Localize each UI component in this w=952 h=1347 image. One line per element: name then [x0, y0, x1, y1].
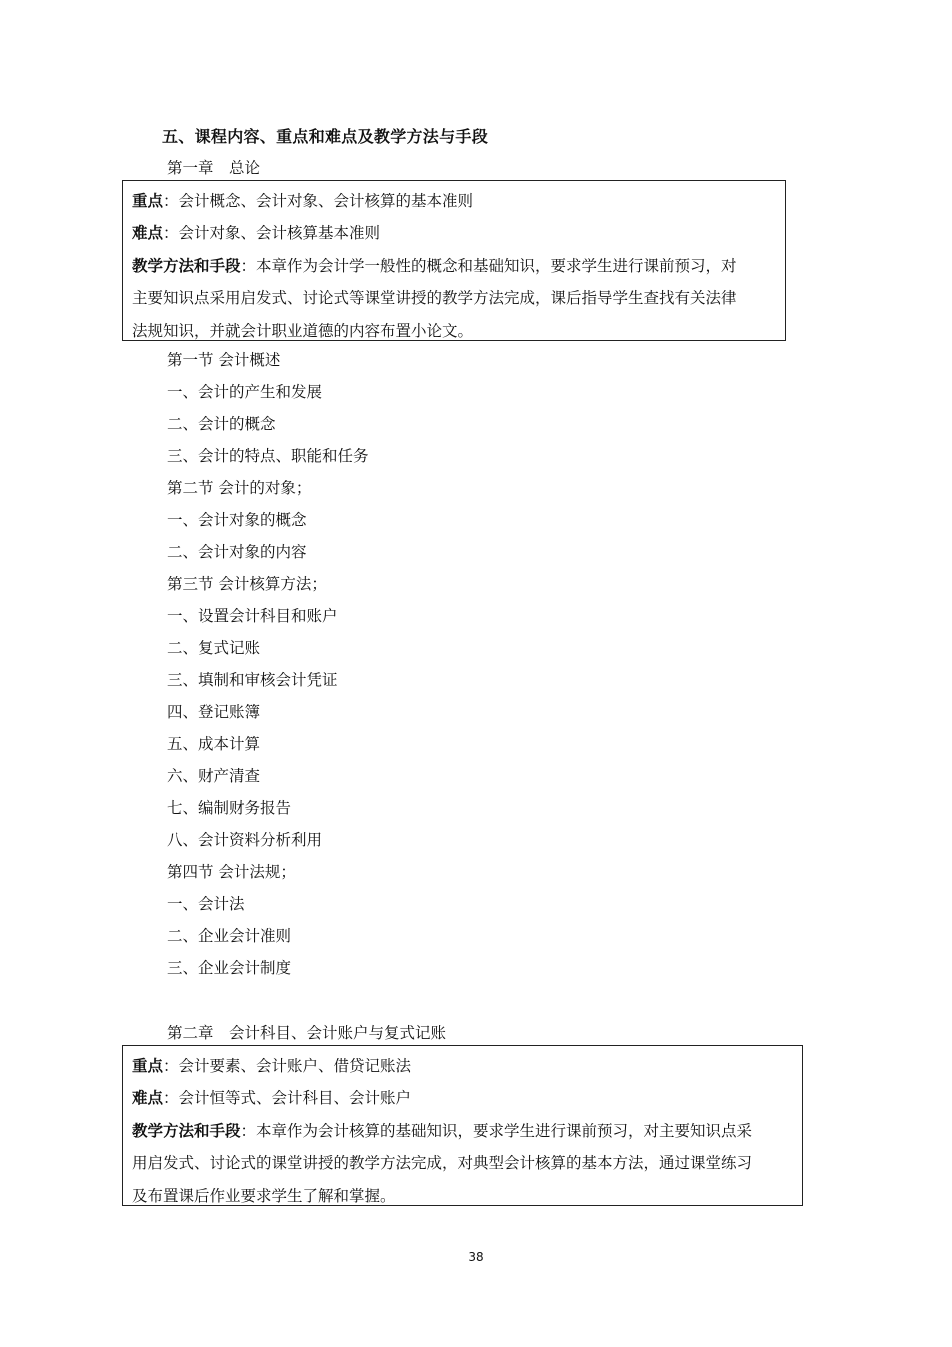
page-number: 38: [468, 1250, 484, 1264]
outline-item: 四、登记账簿: [167, 703, 261, 721]
key-points-label: 重点: [132, 1057, 164, 1075]
outline-item: 六、财产清查: [167, 767, 261, 785]
key-points-row: [132, 185, 777, 217]
method-text-line: ：本章作为会计核算的基础知识，要求学生进行课前预习，对主要知识点采: [240, 1121, 753, 1140]
outline-item: 第一节 会计概述: [167, 351, 281, 369]
key-points-text: ：会计要素、会计账户、借贷记账法: [163, 1057, 412, 1075]
method-text-line: 用启发式、讨论式的课堂讲授的教学方法完成，对典型会计核算的基本方法，通过课堂练习: [132, 1154, 753, 1173]
outline-item: 三、企业会计制度: [167, 959, 292, 977]
outline-item: 第二节 会计的对象；: [167, 479, 312, 497]
chapter-2-summary-box: [122, 1045, 803, 1206]
outline-item: 第四节 会计法规；: [167, 863, 296, 881]
method-row: [132, 1115, 794, 1147]
outline-item: 二、企业会计准则: [167, 927, 292, 945]
difficulties-row: [132, 1082, 794, 1114]
outline-item: 第三节 会计核算方法；: [167, 575, 327, 593]
outline-item: 一、会计的产生和发展: [167, 383, 323, 401]
outline-item: 二、复式记账: [167, 639, 261, 657]
chapter-1-title: 第一章 总论: [167, 159, 261, 177]
outline-item: 七、编制财务报告: [167, 799, 292, 817]
outline-item: 二、会计对象的内容: [167, 543, 307, 561]
outline-item: 一、设置会计科目和账户: [167, 607, 338, 625]
outline-item: 三、会计的特点、职能和任务: [167, 447, 369, 465]
method-label: 教学方法和手段: [132, 1121, 241, 1140]
outline-item: 八、会计资料分析利用: [167, 831, 323, 849]
outline-item: 一、会计法: [167, 895, 245, 913]
key-points-row: [132, 1050, 794, 1082]
outline-item: 二、会计的概念: [167, 415, 276, 433]
difficulties-row: [132, 217, 777, 249]
chapter-1-outline: [167, 344, 369, 984]
chapter-2-title: 第二章 会计科目、会计账户与复式记账: [167, 1024, 447, 1042]
section-heading: 五、课程内容、重点和难点及教学方法与手段: [162, 127, 489, 146]
outline-item: 一、会计对象的概念: [167, 511, 307, 529]
difficulties-label: 难点: [132, 224, 164, 243]
difficulties-text: ：会计对象、会计核算基本准则: [163, 224, 381, 243]
method-label: 教学方法和手段: [132, 256, 241, 275]
method-text-line: 及布置课后作业要求学生了解和掌握。: [132, 1186, 396, 1205]
method-row: [132, 250, 777, 282]
key-points-label: 重点: [132, 192, 164, 210]
method-text-line: 法规知识，并就会计职业道德的内容布置小论文。: [132, 321, 474, 340]
outline-item: 三、填制和审核会计凭证: [167, 671, 338, 689]
chapter-1-summary-box: [122, 180, 786, 341]
method-text-line: ：本章作为会计学一般性的概念和基础知识，要求学生进行课前预习，对: [240, 256, 737, 275]
method-text-line: 主要知识点采用启发式、讨论式等课堂讲授的教学方法完成，课后指导学生查找有关法律: [132, 289, 737, 308]
key-points-text: ：会计概念、会计对象、会计核算的基本准则: [163, 192, 474, 210]
difficulties-text: ：会计恒等式、会计科目、会计账户: [163, 1089, 412, 1108]
difficulties-label: 难点: [132, 1089, 164, 1108]
outline-item: 五、成本计算: [167, 735, 261, 753]
